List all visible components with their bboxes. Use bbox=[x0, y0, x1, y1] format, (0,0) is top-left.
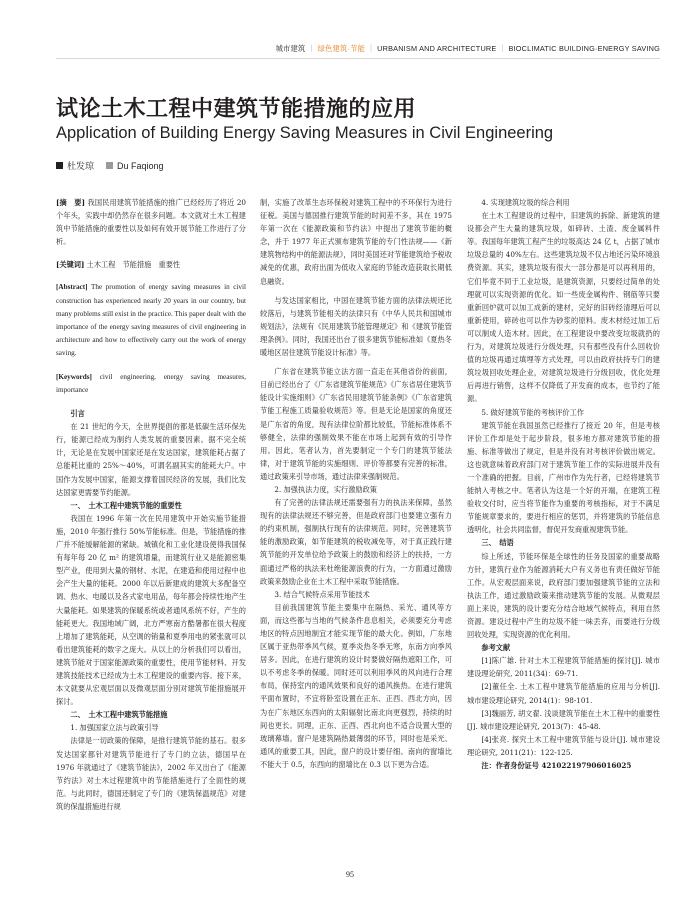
section-3-heading: 三、 结语 bbox=[481, 538, 514, 548]
section-2-heading: 二、 土木工程中建筑节能措施 bbox=[70, 710, 168, 720]
section-1-heading: 一、 土木工程中建筑节能的重要性 bbox=[70, 500, 182, 510]
subsection-2-4-text: 在土木工程建设的过程中，旧建筑的拆除、新建筑的建设都会产生大量的建筑垃圾，如碎砖、土渣、废金属料件等。我国每年建筑工程产生的垃圾高达 24 亿 t，占据了城市垃圾总量的 40%左右。这些建筑垃圾不仅占地还污染环境浪费资源。其实，建筑垃圾有很大一部分都是可以再利用的，它们毕竟不同于工业垃圾，是建筑资源，只要经过简单的处理就可以实现资源的优化。如一些废金属构件、钢筋等只要重新回炉就可以加工成新的建材，完好的旧砖经清理后可以重新使用，碎砖也可以作为砂浆的原料。废木材经过加工后可以制成人造木材。因此，在工程建设中要改变垃圾就扔的行为，对建筑垃圾进行分级处理，只有那些没有什么回收价值的垃圾再通过填埋等方式处理，可以由政府扶持专门的建筑垃圾回收处理企业，对建筑垃圾进行分级回收，优化处理后再进行销售，这样不仅降低了开发商的成本，也节约了能源。 bbox=[467, 211, 660, 404]
header-journal-cn: 城市建筑 bbox=[275, 44, 306, 53]
page-number: 95 bbox=[346, 870, 354, 879]
reference-item: [3]魏丽芳, 胡文翟. 浅谈建筑节能在土木工程中的重要性[J]. 城市建设理论研究, 2013(7)：45-48. bbox=[467, 708, 660, 731]
abstract-cn: [摘 要] 我国民用建筑节能措施的推广已经经历了将近 20 个年头，实践中却仍然存在很多问题。本文就对土木工程建筑中节能措施的重要性以及如何有效开展节能工作进行了分析。 bbox=[56, 198, 246, 247]
running-header: 城市建筑 ｜ 绿色建筑·节能 ｜ URBANISM AND ARCHITECTURE ｜ BIOCLIMATIC BUILDING·ENERGY SAVING bbox=[275, 44, 660, 53]
reference-item: [1]陈广雄. 针对土木工程建筑节能措施的探讨[J]. 城市建设理论研究, 2011(34)：69-71. bbox=[467, 656, 660, 679]
title-en: Application of Building Energy Saving Measures in Civil Engineering bbox=[56, 124, 554, 142]
subsection-2-3-text: 目前我国建筑节能主要集中在隔热、采光、通风等方面，而这些都与当地的气候条件息息相关，必须要充分考虑地区的特点因地制宜才能实现节能的最大化。例如，广东地区属于亚热带季风气候，夏季炎热冬季无寒，东南方向季风居多。因此，在进行建筑的设计时要做好隔热遮阳工作，可以不考虑冬季的保暖。同时还可以利用季风的风向进行合理布局，保持室内的通风效果和良好的通风换热。在进行建筑平面布置时，不宜将卧室设置在正东、正西、西北方向，因为在广东地区东西向的太阳辐射比南北向更强烈，持续的时间也更长。同理，正东、正西、西北向也不适合设置大型的玻璃幕墙。窗户是建筑隔热最薄弱的环节，同时也是采光、通风的重要工具，因此，窗户的设计要仔细。南向的窗墙比不能大于 0.5，东西向的窗墙比在 0.3 以下更为合适。 bbox=[260, 602, 452, 769]
column-3 bbox=[467, 196, 660, 772]
author-square-icon bbox=[106, 162, 113, 169]
subsection-2-4-heading: 4. 实现建筑垃圾的综合利用 bbox=[481, 198, 570, 207]
column-2 bbox=[260, 196, 452, 771]
subsection-2-1-text-cont: 制，实施了改革生态环保税对建筑工程中的不环保行为进行征税。美国与德国推行建筑节能的时间差不多，其在 1975 年第一次在《能源政策和节约法》中提出了建筑节能的概念，并于 1977 年正式颁布建筑节能的专门性法规——《新建筑物结构中的能源法规》，同时美国还对节能建筑给予税收减免的优惠，政府出面为低收入家庭的节能改造获取长期低息融资。 bbox=[260, 198, 452, 286]
subsection-2-1-text-c: 广东省在建筑节能立法方面一直走在其他省份的前面，目前已经出台了《广东省建筑节能规范》《广东省居住建筑节能设计实施细则》《广东省民用建筑节能条例》《广东省建筑节能工程施工质量验收规范》等。但是无论是国家的角度还是广东省的角度，现有法律位阶都比较低，节能标准体系不够健全，法律的强制效果不能在市场上起到有效的引导作用。因此，笔者认为，首先要制定一个专门的建筑节能法律，对于建筑节能的实施细则、评价等都要有完善的标准，通过政策来引导市场，通过法律来强制规范。 bbox=[260, 367, 452, 481]
abstract-en: [Abstract] The promotion of energy saving measures in civil construction has experienced nearly 20 years in our country, but many problems still exist in the practice. This paper dealt with the importance of the energy saving measures of civil engineering in architecture and how to effectively carry out the work of energy saving. bbox=[56, 283, 246, 358]
keywords-en: [Keywords] civil engineering, energy saving measures, importance bbox=[56, 372, 246, 394]
reference-item: [4]张亮. 探究土木工程中建筑节能与设计[J]. 城市建设理论研究, 2011(21)：122-125. bbox=[467, 734, 660, 757]
header-section-en: BIOCLIMATIC BUILDING·ENERGY SAVING bbox=[508, 44, 660, 53]
subsection-2-2-text: 有了完善的法律法规还需要强有力的执法来保障，虽然现有的法律法规还不够完善，但是政府部门也要建立强有力的约束机制，强制执行现有的法律规范。同时，完善建筑节能的激励政策，如节能建筑的税收减免等，对于真正践行建筑节能的开发单位给予政策上的鼓励和经济上的扶持，一方面通过严格的执法来杜绝能源浪费的行为，一方面通过激励政策来鼓励企业在土木工程中采取节能措施。 bbox=[260, 498, 452, 586]
header-journal-en: URBANISM AND ARCHITECTURE bbox=[377, 44, 497, 53]
subsection-2-1-text-b: 与发达国家相比，中国在建筑节能方面的法律法规还比较落后，与建筑节能相关的法律只有《中华人民共和国城市规划法》，法规有《民用建筑节能管理规定》和《建筑节能管理条例》。同时，我国还出台了很多建筑节能标准如《夏热冬暖地区居住建筑节能设计标准》等。 bbox=[260, 295, 452, 358]
subsection-2-1-heading: 1. 加强国家立法与政策引导 bbox=[70, 723, 159, 733]
intro-heading: 引言 bbox=[70, 409, 85, 419]
subsection-2-5-heading: 5. 做好建筑节能的考核评价工作 bbox=[481, 407, 584, 417]
subsection-2-2-heading: 2. 加强执法力度，实行激励政策 bbox=[274, 484, 377, 494]
authors bbox=[56, 159, 164, 172]
author-cn: 杜发琼 bbox=[67, 161, 95, 171]
author-id-note: 注：作者身份证号 421022197906016025 bbox=[481, 761, 632, 771]
section-1-text: 我国在 1996 年第一次在民用建筑中开始实施节能措施，2010 年强行推行 50%节能标准。但是，节能措施的推广并不能缓解能源的紧缺。城镇化和工业化建设使得我国保有每年每 20 亿 m² 的建筑增量，而建筑行业又是能源密集型产业，使用到大量的钢材、水泥，在建造和使用过程中也会产生大量的能耗。2000 年以后新建成的建筑大多配备空调、热水、电暖以及各式家电用品，每年都会持续性地产生大量能耗。如果建筑的保暖系统或者通风系统不好，产生的能耗更大。我国地域广阔，北方严寒南方酷暑都在很大程度上增加了建筑能耗，从空调的销量和夏季用电的紧张就可以看出建筑能耗的数字之庞大。从以上的分析我们可以看出，建筑节能对于国家能源政策的重要性，使用节能材料、开发建筑技能技术已经成为土木工程建设的重要内容。接下来，本文就要从宏观层面以及微观层面分别对建筑节能措施展开探讨。 bbox=[56, 513, 246, 707]
subsection-2-1-text: 法律是一切政策的保障，是推行建筑节能的基石。很多发达国家都针对建筑节能进行了专门的立法，德国早在 1976 年就通过了《建筑节能法》，2002 年又出台了《能源节约法》对土木过程建筑中的节能措施进行了全面性的规范。与此同时，德国还制定了专门的《建筑保温规范》对建筑的保温措施进行规 bbox=[56, 736, 246, 811]
header-rule bbox=[56, 58, 660, 59]
author-square-icon bbox=[56, 162, 63, 169]
subsection-2-3-heading: 3. 结合气候特点采用节能技术 bbox=[274, 589, 370, 599]
keywords-cn: [关键词] 土木工程 节能措施 重要性 bbox=[56, 260, 181, 270]
references-heading: 参考文献 bbox=[481, 643, 511, 653]
column-1 bbox=[56, 196, 246, 813]
subsection-2-5-text: 建筑节能在我国虽然已经推行了接近 20 年，但是考核评价工作却是处于起步阶段，很多地方都对建筑节能的措施、标准等做出了规定，但是并没有对考核评价做出规定。这也就意味着政府部门对于建筑节能工作的实际进展并没有一个准确的把握。目前，广州市作为先行者，已经将建筑节能纳入考核之中。笔者认为这是一个好的开端，在建筑工程验收交付时，应当将节能作为重要的考核指标，对于不满足节能规章要求的，要进行相应的惩罚，并将建筑的节能信息透明化，社会共同监督，督促开发商重视建筑节能。 bbox=[467, 420, 660, 535]
reference-item: [2]董任全. 土木工程中建筑节能措施的应用与分析[J]. 城市建设理论研究, 2014(1)：98-101. bbox=[467, 682, 660, 705]
header-section-cn: 绿色建筑·节能 bbox=[317, 44, 366, 53]
intro-text: 在 21 世纪的今天，全世界提倡的都是低碳生活环保先行，能源已经成为制约人类发展的重要因素。据不完全统计，无论是在发展中国家还是在发达国家，建筑能耗占据了总能耗比重的 25%～40%，可谓名副其实的能耗大户。中国作为发展中国家，能源支撑着国民经济的发展，我们比发达国家更需要节约能源。 bbox=[56, 422, 246, 497]
title-cn: 试论土木工程中建筑节能措施的应用 bbox=[56, 97, 417, 122]
author-en: Du Faqiong bbox=[117, 160, 164, 171]
section-3-text: 综上所述，节能环保是全球性的任务及国家的重要战略方针，建筑行业作为能源消耗大户有义务也有责任做好节能工作。从宏观层面来说，政府部门要加强建筑节能的立法和执法工作，通过激励政策来推动建筑节能的发展。从微观层面上来说，建筑的设计要充分结合地域气候特点，利用自然资源。建设过程中产生的垃圾不能一味丢弃，而要进行分级回收处理，实现资源的优化利用。 bbox=[467, 551, 660, 640]
